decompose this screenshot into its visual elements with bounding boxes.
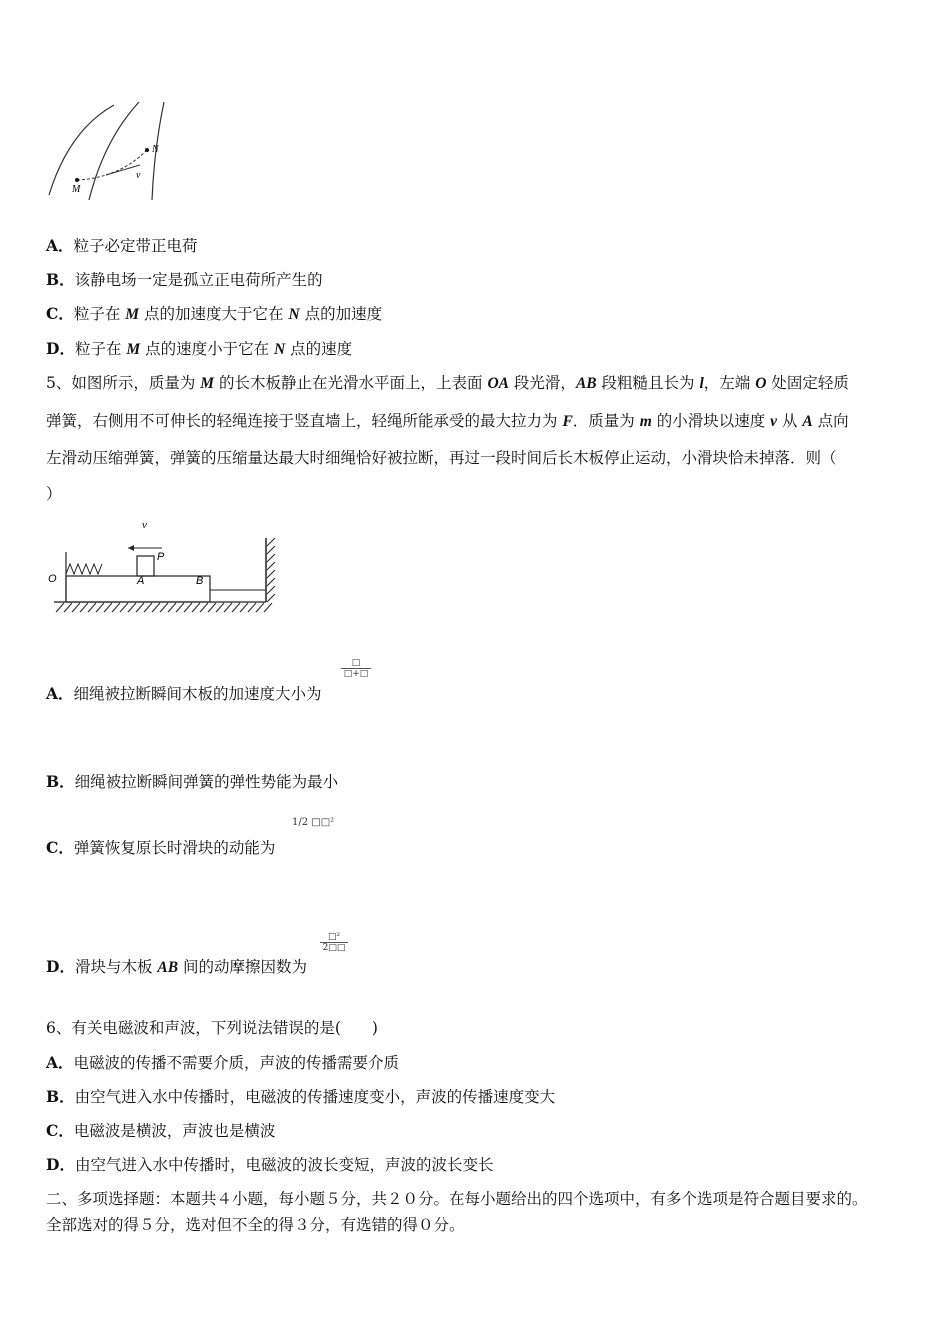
q4-option-b: B．该静电场一定是孤立正电荷所产生的 bbox=[46, 270, 323, 289]
q5-stem-line2: 弹簧，右侧用不可伸长的轻绳连接于竖直墙上，轻绳所能承受的最大拉力为 F．质量为 m 的小滑块以速度 v 从 A 点向 bbox=[46, 412, 849, 430]
q5-option-b: B．细绳被拉断瞬间弹簧的弹性势能为最小 bbox=[46, 772, 339, 791]
block-p bbox=[137, 556, 154, 576]
q5-stem-line1: 5、如图所示，质量为 M 的长木板静止在光滑水平面上，上表面 OA 段光滑，AB 段粗糙且长为 l，左端 O 处固定轻质 bbox=[46, 374, 849, 392]
q4-option-c: C．粒子在 M 点的加速度大于它在 N 点的加速度 bbox=[46, 304, 383, 323]
q5-option-a: A．细绳被拉断瞬间木板的加速度大小为 bbox=[46, 684, 322, 703]
section2-line1: 二、多项选择题：本题共４小题，每小题５分，共２０分。在每小题给出的四个选项中，有多个选项是符合题目要求的。 bbox=[46, 1190, 868, 1208]
q4-option-a: A．粒子必定带正电荷 bbox=[46, 236, 198, 255]
q6-option-b: B．由空气进入水中传播时，电磁波的传播速度变小，声波的传播速度变大 bbox=[46, 1087, 556, 1106]
q5-option-a-formula: □ □+□ bbox=[341, 658, 371, 679]
field-line-1 bbox=[49, 105, 114, 195]
wall-hatch bbox=[267, 538, 275, 602]
field-lines-figure bbox=[44, 100, 174, 210]
spring bbox=[66, 564, 102, 574]
label-v: v bbox=[136, 170, 141, 181]
q5-option-d-formula: □² 2□□ bbox=[320, 932, 348, 953]
point-n bbox=[145, 148, 149, 152]
label-n: N bbox=[152, 144, 159, 155]
q5-option-c-formula: 1/2 □□² bbox=[292, 817, 335, 828]
q6-option-d: D．由空气进入水中传播时，电磁波的波长变短，声波的波长变长 bbox=[46, 1155, 494, 1174]
velocity-arrowhead bbox=[128, 545, 134, 551]
q6-stem: 6、有关电磁波和声波，下列说法错误的是( ) bbox=[46, 1019, 378, 1037]
label-b: B bbox=[196, 575, 204, 587]
q5-option-d: D．滑块与木板 AB 间的动摩擦因数为 bbox=[46, 957, 308, 976]
q6-option-c: C．电磁波是横波，声波也是横波 bbox=[46, 1121, 276, 1140]
section2-line2: 全部选对的得５分，选对但不全的得３分，有选错的得０分。 bbox=[46, 1216, 465, 1234]
point-m bbox=[75, 178, 79, 182]
q5-option-c: C．弹簧恢复原长时滑块的动能为 bbox=[46, 838, 276, 857]
label-velocity: v bbox=[142, 519, 147, 531]
q5-stem-line4: ） bbox=[46, 485, 62, 503]
q6-option-a: A．电磁波的传播不需要介质，声波的传播需要介质 bbox=[46, 1053, 400, 1072]
label-a: A bbox=[137, 575, 145, 587]
q4-option-d: D．粒子在 M 点的速度小于它在 N 点的速度 bbox=[46, 339, 353, 358]
q5-stem-line3: 左滑动压缩弹簧，弹簧的压缩量达最大时细绳恰好被拉断，再过一段时间后长木板停止运动，小滑块恰未掉落．则（ bbox=[46, 449, 837, 467]
label-m: M bbox=[72, 184, 81, 195]
velocity-arrow bbox=[106, 165, 140, 175]
ground-hatch bbox=[56, 603, 272, 612]
board-spring-figure bbox=[44, 512, 284, 622]
label-o: O bbox=[48, 573, 57, 585]
label-p: P bbox=[157, 551, 165, 563]
